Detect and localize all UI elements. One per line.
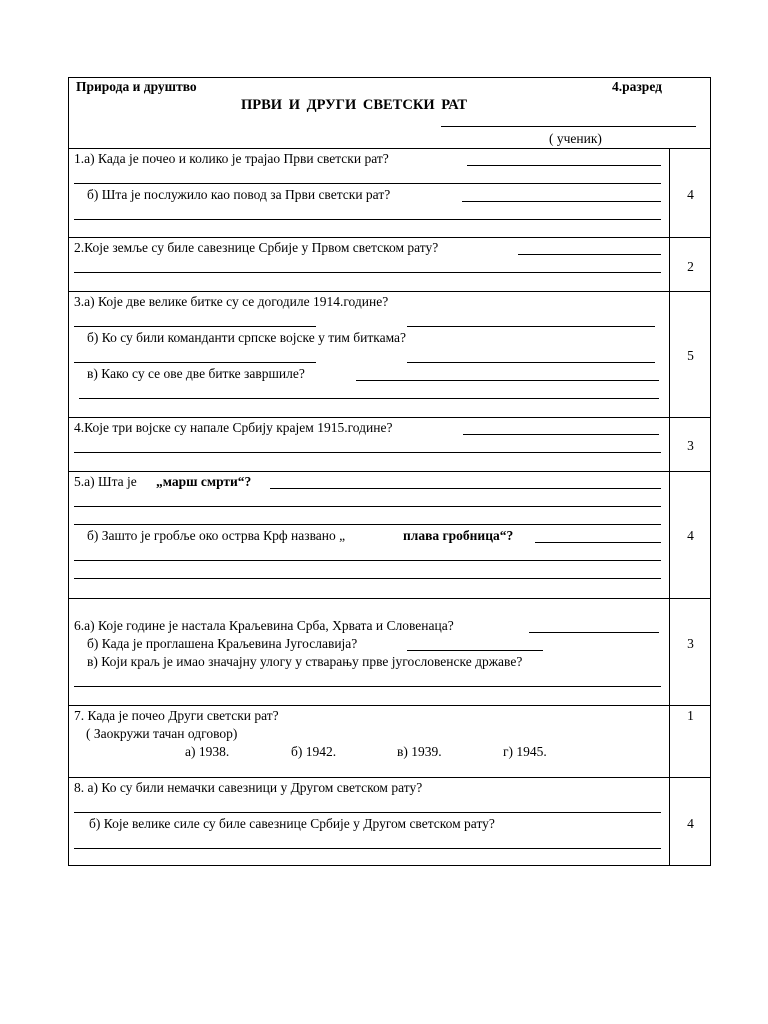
answer-line[interactable] [74, 686, 661, 687]
answer-line[interactable] [535, 542, 661, 543]
answer-line[interactable] [74, 362, 316, 363]
answer-option-d[interactable]: г) 1945. [503, 744, 547, 759]
answer-line[interactable] [74, 452, 661, 453]
question-6c: в) Који краљ је имао значајну улогу у стварању прве југословенске државе? [87, 654, 523, 669]
answer-line[interactable] [74, 506, 661, 507]
student-label: ( ученик) [549, 131, 602, 146]
answer-line[interactable] [74, 326, 316, 327]
answer-line[interactable] [407, 362, 655, 363]
subject-label: Природа и друштво [76, 79, 197, 94]
answer-line[interactable] [74, 560, 661, 561]
question-7-instruction: ( Заокружи тачан одговор) [86, 726, 238, 741]
row-divider [69, 417, 710, 418]
row-divider [69, 471, 710, 472]
question-2: 2.Које земље су биле савезнице Србије у Првом светском рату? [74, 240, 439, 255]
answer-line[interactable] [518, 254, 661, 255]
question-5b-term: плава гробница“? [403, 528, 514, 543]
answer-option-c[interactable]: в) 1939. [397, 744, 442, 759]
question-5b: б) Зашто је гробље око острва Крф названо „ [87, 528, 346, 543]
page-title: ПРВИ И ДРУГИ СВЕТСКИ РАТ [241, 97, 468, 113]
points-q8: 4 [687, 816, 694, 831]
question-3a: 3.а) Које две велике битке су се догодиле 1914.године? [74, 294, 389, 309]
question-7: 7. Када је почео Други светски рат? [74, 708, 279, 723]
question-6a: 6.а) Које године је настала Краљевина Срба, Хрвата и Словенаца? [74, 618, 454, 633]
points-q7: 1 [687, 708, 694, 723]
points-q6: 3 [687, 636, 694, 651]
answer-line[interactable] [74, 219, 661, 220]
question-5a: 5.а) Шта је [74, 474, 137, 489]
row-divider [69, 777, 710, 778]
points-q4: 3 [687, 438, 694, 453]
answer-line[interactable] [74, 524, 661, 525]
row-divider [69, 598, 710, 599]
student-name-field[interactable] [441, 126, 696, 127]
points-q1: 4 [687, 187, 694, 202]
answer-line[interactable] [74, 812, 661, 813]
answer-line[interactable] [462, 201, 661, 202]
points-q3: 5 [687, 348, 694, 363]
row-divider [69, 705, 710, 706]
test-sheet [68, 77, 711, 866]
answer-line[interactable] [356, 380, 659, 381]
row-divider [69, 148, 710, 149]
answer-line[interactable] [529, 632, 659, 633]
answer-line[interactable] [74, 578, 661, 579]
question-3b: б) Ко су били команданти српске војске у тим биткама? [87, 330, 407, 345]
answer-line[interactable] [74, 272, 661, 273]
answer-line[interactable] [463, 434, 659, 435]
points-column-divider [669, 148, 670, 866]
answer-option-a[interactable]: а) 1938. [185, 744, 230, 759]
answer-line[interactable] [74, 848, 661, 849]
question-4: 4.Које три војске су напале Србију крајем 1915.године? [74, 420, 393, 435]
question-6b: б) Када је проглашена Краљевина Југославија? [87, 636, 358, 651]
answer-line[interactable] [79, 398, 659, 399]
answer-line[interactable] [270, 488, 661, 489]
answer-option-b[interactable]: б) 1942. [291, 744, 337, 759]
question-1b: б) Шта је послужило као повод за Први светски рат? [87, 187, 391, 202]
answer-line[interactable] [407, 326, 655, 327]
question-8b: б) Које велике силе су биле савезнице Србије у Другом светском рату? [89, 816, 495, 831]
question-8a: 8. а) Ко су били немачки савезници у Другом светском рату? [74, 780, 423, 795]
row-divider [69, 237, 710, 238]
question-1a: 1.а) Када је почео и колико је трајао Први светски рат? [74, 151, 389, 166]
points-q2: 2 [687, 259, 694, 274]
answer-line[interactable] [74, 183, 661, 184]
points-q5: 4 [687, 528, 694, 543]
row-divider [69, 291, 710, 292]
answer-line[interactable] [407, 650, 543, 651]
grade-label: 4.разред [612, 79, 662, 94]
question-5a-term: „марш смрти“? [156, 474, 252, 489]
answer-line[interactable] [467, 165, 661, 166]
question-3c: в) Како су се ове две битке завршиле? [87, 366, 305, 381]
